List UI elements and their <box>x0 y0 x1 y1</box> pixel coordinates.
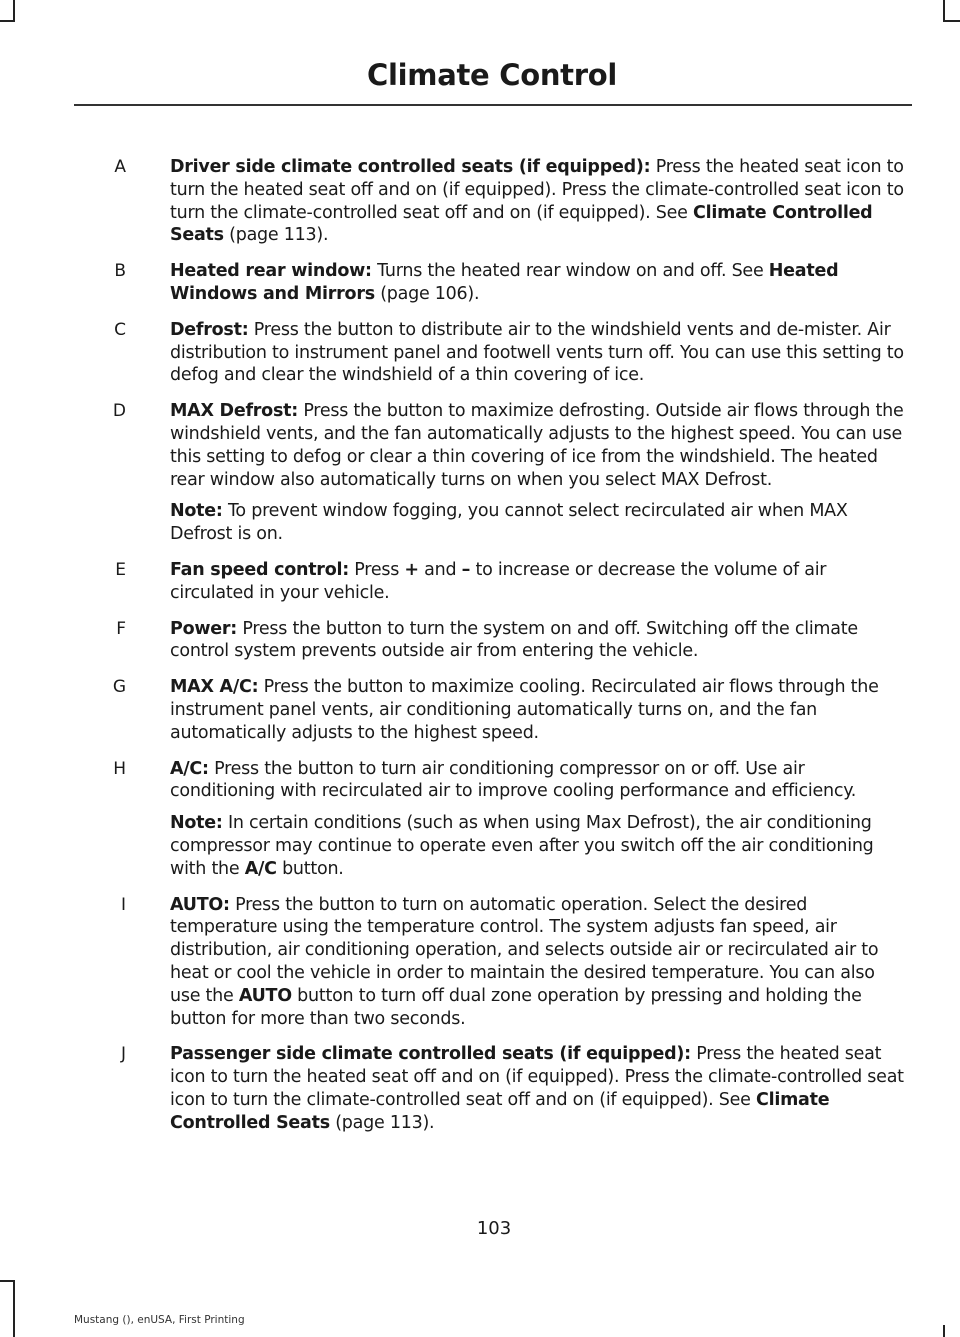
list-item <box>0 618 960 664</box>
list-item <box>0 156 960 247</box>
crop-mark <box>0 20 15 22</box>
cross-reference-link[interactable]: Climate Controlled Seats <box>170 202 873 246</box>
minus-symbol: – <box>461 559 471 580</box>
item-text: Press the button to maximize cooling. Recirculated air flows through the instrument panel vents, air conditioning automatically turns on, and the fan automatically adjusts to the highest speed. <box>170 677 879 743</box>
list-item <box>0 1043 960 1134</box>
item-title: AUTO: <box>170 894 230 915</box>
page-reference: (page 113). <box>223 225 329 246</box>
cross-reference-link[interactable]: Climate Controlled Seats <box>170 1089 830 1133</box>
item-text: to increase or decrease the volume of air circulated in your vehicle. <box>170 559 827 603</box>
item-description <box>170 260 905 306</box>
item-description <box>170 894 905 1031</box>
item-letter: F <box>116 618 126 639</box>
crop-mark <box>943 0 945 20</box>
list-item <box>0 260 960 306</box>
item-text: Press the heated seat icon to turn the heated seat off and on (if equipped). Press the climate-controlled seat icon to turn the climate-controlled seat off and on (if equipped). See <box>170 157 904 223</box>
item-letter: H <box>113 758 126 779</box>
item-description <box>170 400 905 491</box>
item-title: Heated rear window: <box>170 261 372 282</box>
item-text: Press the heated seat icon to turn the heated seat off and on (if equipped). Press the climate-controlled seat icon to turn the climate-controlled seat off and on (if equipped). See <box>170 1044 904 1110</box>
note <box>170 812 905 880</box>
footer-printing: Mustang (), enUSA, First Printing <box>74 1314 245 1326</box>
crop-mark <box>13 0 15 20</box>
note-text: To prevent window fogging, you cannot select recirculated air when MAX Defrost is on. <box>170 501 848 545</box>
item-description <box>170 559 905 605</box>
item-title: Defrost: <box>170 319 249 340</box>
header-rule <box>74 104 912 106</box>
page-reference: (page 113). <box>329 1112 435 1133</box>
item-letter: D <box>112 401 126 422</box>
item-text: Press <box>348 559 405 580</box>
item-text: Press the button to turn on automatic operation. Select the desired temperature using the temperature control. The system adjusts fan speed, air distribution, air conditioning operation, and selects outside air or recirculated air to heat or cool the vehicle in order to maintain the desired temperature. You can also use the <box>170 894 879 1006</box>
item-letter: E <box>115 559 126 580</box>
item-letter: G <box>112 677 126 698</box>
item-text: Press the button to turn air conditioning compressor on or off. Use air conditioning with recirculated air to improve cooling performance and efficiency. <box>170 758 857 802</box>
item-letter: J <box>120 1044 126 1065</box>
note <box>170 500 905 546</box>
list-item <box>0 676 960 744</box>
item-letter: C <box>114 319 126 340</box>
page-number: 103 <box>476 1218 512 1239</box>
item-text: Turns the heated rear window on and off. See <box>371 261 769 282</box>
plus-symbol: + <box>404 559 419 580</box>
list-item <box>0 758 960 881</box>
item-letter: A <box>114 157 126 177</box>
item-description <box>170 156 905 247</box>
page-title: Climate Control <box>367 58 617 92</box>
item-letter: B <box>114 261 126 282</box>
note-text: In certain conditions (such as when using Max Defrost), the air conditioning compressor may continue to operate even after you switch off the air conditioning with the <box>170 813 874 879</box>
item-title: Power: <box>170 618 238 639</box>
crop-mark <box>13 1280 15 1337</box>
item-text: button to turn off dual zone operation by pressing and holding the button for more than two seconds. <box>170 985 862 1029</box>
item-description <box>170 618 905 664</box>
item-description <box>170 676 905 744</box>
note-text: button. <box>276 858 344 879</box>
crop-mark <box>943 20 960 22</box>
cross-reference-link[interactable]: Heated Windows and Mirrors <box>170 261 839 304</box>
item-text: Press the button to maximize defrosting. Outside air flows through the windshield vents, and the fan automatically adjusts to the highest speed. You can use this setting to defog or clear a thin covering of ice from the windshield. The heated rear window also automatically turns on when you select MAX Defrost. <box>170 401 904 490</box>
note-label: Note: <box>170 813 223 834</box>
list-item <box>0 559 960 605</box>
item-title: Passenger side climate controlled seats (if equipped): <box>170 1044 691 1065</box>
note-label: Note: <box>170 501 223 522</box>
crop-mark <box>943 1325 945 1337</box>
note-bold: A/C <box>244 858 277 879</box>
item-description <box>170 758 905 804</box>
list-item <box>0 400 960 546</box>
item-description <box>170 319 905 387</box>
item-title: MAX Defrost: <box>170 401 298 422</box>
list-item <box>0 894 960 1031</box>
item-description <box>170 1043 905 1134</box>
item-title: MAX A/C: <box>170 677 259 698</box>
item-title: Driver side climate controlled seats (if equipped): <box>170 157 651 177</box>
item-text: Press the button to distribute air to the windshield vents and de-mister. Air distribution to instrument panel and footwell vents turn off. You can use this setting to defog and clear the windshield of a thin covering of ice. <box>170 319 904 386</box>
item-text: and <box>418 559 462 580</box>
item-title: A/C: <box>170 758 209 779</box>
page-reference: (page 106). <box>374 283 480 304</box>
item-list <box>0 156 960 1147</box>
item-letter: I <box>120 894 126 915</box>
item-text: Press the button to turn the system on and off. Switching off the climate control system prevents outside air from entering the vehicle. <box>170 618 858 662</box>
inline-bold: AUTO <box>238 985 292 1006</box>
item-title: Fan speed control: <box>170 559 349 580</box>
list-item <box>0 319 960 387</box>
crop-mark <box>0 1280 15 1282</box>
